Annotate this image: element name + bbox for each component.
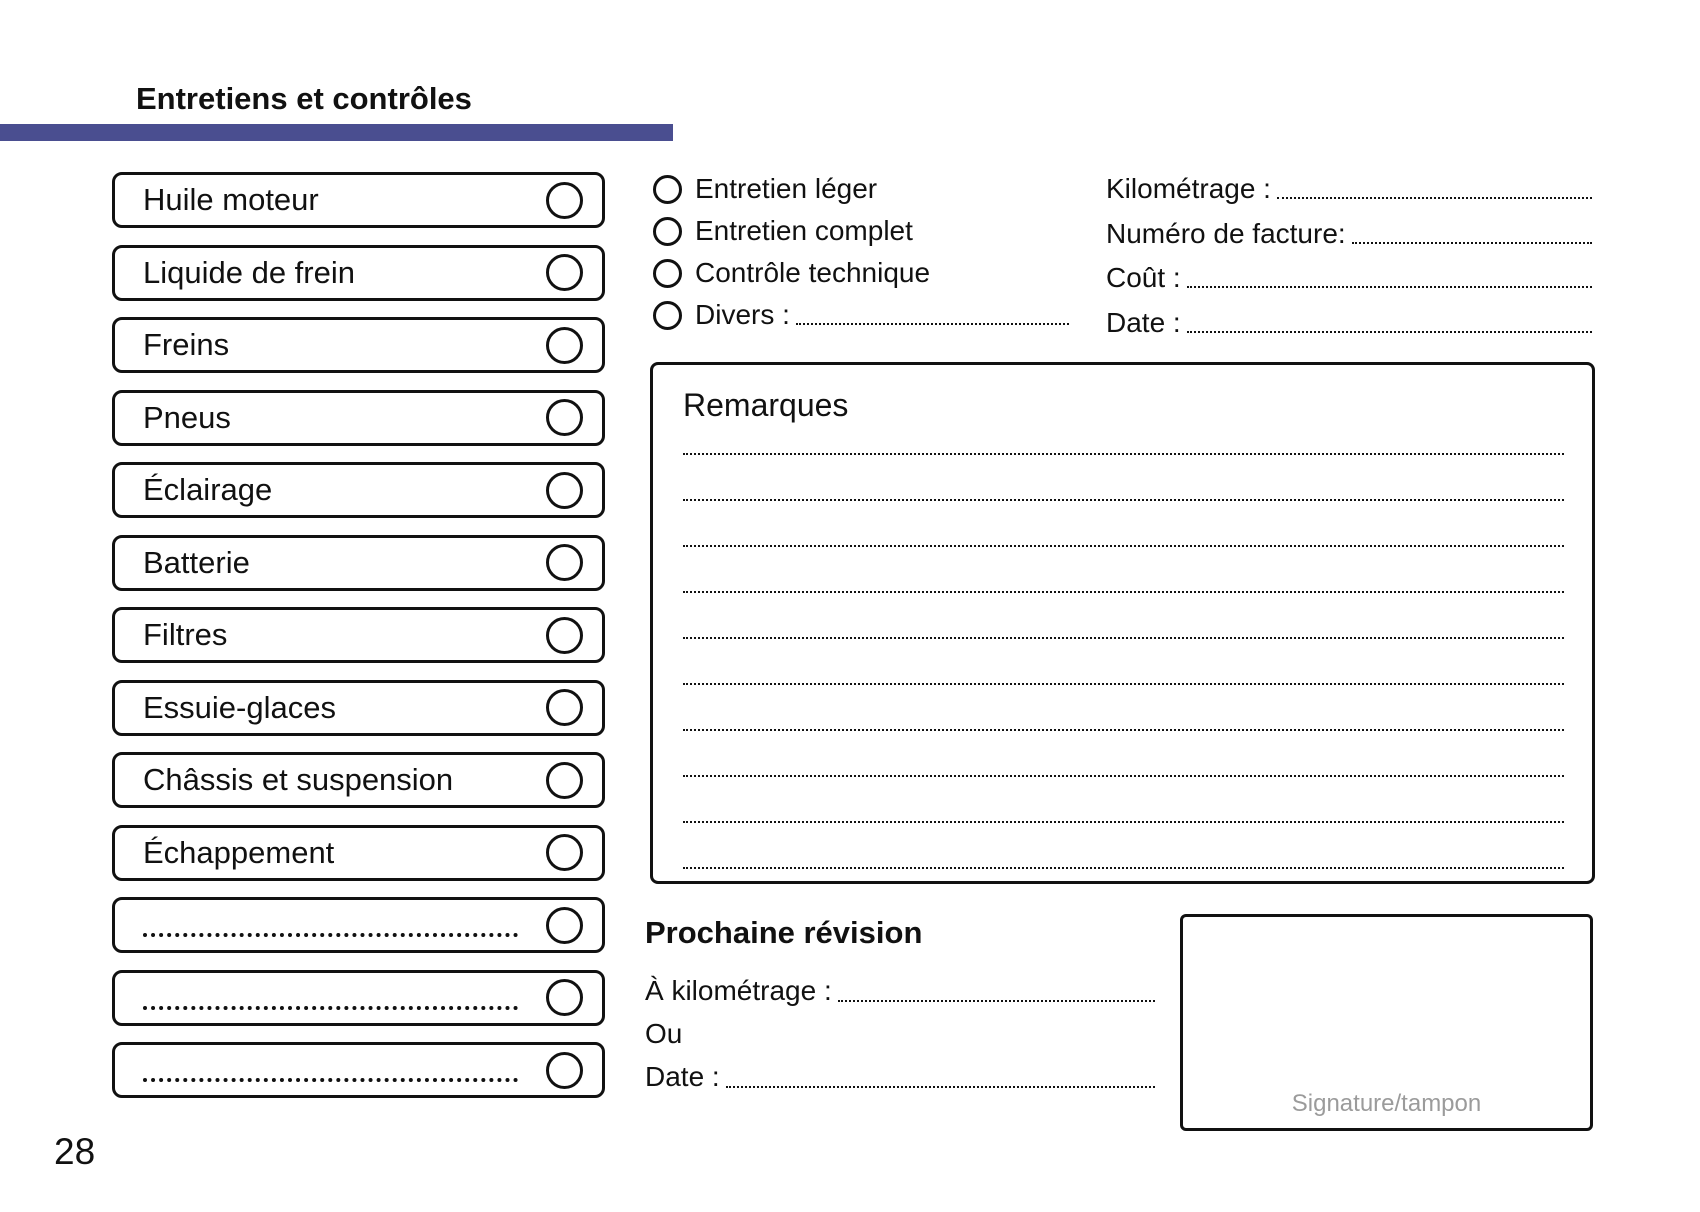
check-circle[interactable] xyxy=(546,907,583,944)
checklist-item-label: Batterie xyxy=(143,544,250,580)
dotted-fill-line[interactable] xyxy=(838,1000,1155,1002)
checklist-row xyxy=(112,752,605,808)
dotted-fill-line[interactable] xyxy=(796,323,1069,325)
check-circle[interactable] xyxy=(546,979,583,1016)
check-circle[interactable] xyxy=(546,182,583,219)
next-service-section xyxy=(645,915,1155,1104)
service-type-label: Contrôle technique xyxy=(695,257,931,288)
remarks-dotted-line[interactable] xyxy=(683,547,1564,593)
dotted-fill-line[interactable] xyxy=(726,1086,1155,1088)
check-circle[interactable] xyxy=(546,617,583,654)
check-circle[interactable] xyxy=(546,327,583,364)
remarks-dotted-line[interactable] xyxy=(683,639,1564,685)
checklist-row xyxy=(112,390,605,446)
radio-circle[interactable] xyxy=(653,175,682,204)
page-title: Entretiens et contrôles xyxy=(136,81,472,116)
service-type-label: Divers : xyxy=(695,299,790,330)
next-service-label: À kilométrage : xyxy=(645,975,832,1006)
remarks-dotted-line[interactable] xyxy=(683,409,1564,455)
service-type-row xyxy=(653,174,1069,204)
remarks-box xyxy=(650,362,1595,884)
title-accent-bar xyxy=(0,124,673,141)
next-service-rows xyxy=(645,975,1155,1093)
checklist-item-label: Liquide de frein xyxy=(143,254,355,290)
next-service-row xyxy=(645,975,1155,1007)
remarks-dotted-line[interactable] xyxy=(683,593,1564,639)
checklist-row xyxy=(112,607,605,663)
remarks-dotted-line[interactable] xyxy=(683,455,1564,501)
checklist-item-label: Échappement xyxy=(143,834,335,870)
checklist-row xyxy=(112,680,605,736)
next-service-row xyxy=(645,1018,1155,1050)
service-type-row xyxy=(653,300,1069,330)
remarks-dotted-line[interactable] xyxy=(683,823,1564,869)
dotted-fill-line[interactable] xyxy=(1277,197,1592,199)
next-service-label: Ou xyxy=(645,1018,683,1049)
checklist-blank-line[interactable] xyxy=(143,1006,518,1010)
remarks-dotted-line[interactable] xyxy=(683,731,1564,777)
checklist xyxy=(112,172,605,1098)
checklist-item-label: Essuie-glaces xyxy=(143,689,336,725)
checklist-item-label: Éclairage xyxy=(143,472,273,507)
remarks-title: Remarques xyxy=(683,387,849,423)
checklist-row xyxy=(112,897,605,953)
checklist-item-label: Filtres xyxy=(143,617,228,652)
check-circle[interactable] xyxy=(546,472,583,509)
remarks-write-lines xyxy=(683,409,1564,869)
check-circle[interactable] xyxy=(546,834,583,871)
checklist-item-label: Châssis et suspension xyxy=(143,762,454,797)
page-number: 28 xyxy=(54,1131,96,1172)
checklist-row xyxy=(112,825,605,881)
checklist-blank-line[interactable] xyxy=(143,1078,518,1082)
invoice-fields xyxy=(1106,174,1592,352)
checklist-blank-line[interactable] xyxy=(143,933,518,937)
invoice-field-label: Numéro de facture: xyxy=(1106,217,1346,249)
checklist-row xyxy=(112,172,605,228)
remarks-dotted-line[interactable] xyxy=(683,501,1564,547)
signature-label: Signature/tampon xyxy=(1291,1090,1482,1117)
service-type-label: Entretien complet xyxy=(695,215,913,246)
next-service-title: Prochaine révision xyxy=(645,915,923,950)
radio-circle[interactable] xyxy=(653,259,682,288)
invoice-field-label: Kilométrage : xyxy=(1106,173,1271,204)
invoice-field-row xyxy=(1106,174,1592,204)
checklist-row xyxy=(112,970,605,1026)
next-service-row xyxy=(645,1061,1155,1093)
checklist-row xyxy=(112,1042,605,1098)
next-service-label: Date : xyxy=(645,1061,720,1092)
check-circle[interactable] xyxy=(546,399,583,436)
dotted-fill-line[interactable] xyxy=(1187,331,1592,333)
service-type-row xyxy=(653,258,1069,288)
radio-circle[interactable] xyxy=(653,301,682,330)
check-circle[interactable] xyxy=(546,1052,583,1089)
service-type-options xyxy=(653,174,1069,342)
dotted-fill-line[interactable] xyxy=(1187,286,1592,288)
checklist-row xyxy=(112,535,605,591)
invoice-field-row xyxy=(1106,219,1592,249)
checklist-item-label: Freins xyxy=(143,327,230,362)
check-circle[interactable] xyxy=(546,762,583,799)
check-circle[interactable] xyxy=(546,544,583,581)
service-type-label: Entretien léger xyxy=(695,173,878,204)
invoice-field-label: Coût : xyxy=(1106,262,1181,294)
check-circle[interactable] xyxy=(546,689,583,726)
remarks-dotted-line[interactable] xyxy=(683,685,1564,731)
invoice-field-label: Date : xyxy=(1106,306,1181,338)
check-circle[interactable] xyxy=(546,254,583,291)
checklist-item-label: Huile moteur xyxy=(143,182,319,217)
invoice-field-row xyxy=(1106,263,1592,293)
checklist-row xyxy=(112,245,605,301)
dotted-fill-line[interactable] xyxy=(1352,242,1592,244)
signature-box xyxy=(1180,914,1593,1131)
remarks-dotted-line[interactable] xyxy=(683,777,1564,823)
invoice-field-row xyxy=(1106,308,1592,338)
checklist-row xyxy=(112,317,605,373)
checklist-row xyxy=(112,462,605,518)
service-type-row xyxy=(653,216,1069,246)
checklist-item-label: Pneus xyxy=(143,399,231,435)
radio-circle[interactable] xyxy=(653,217,682,246)
